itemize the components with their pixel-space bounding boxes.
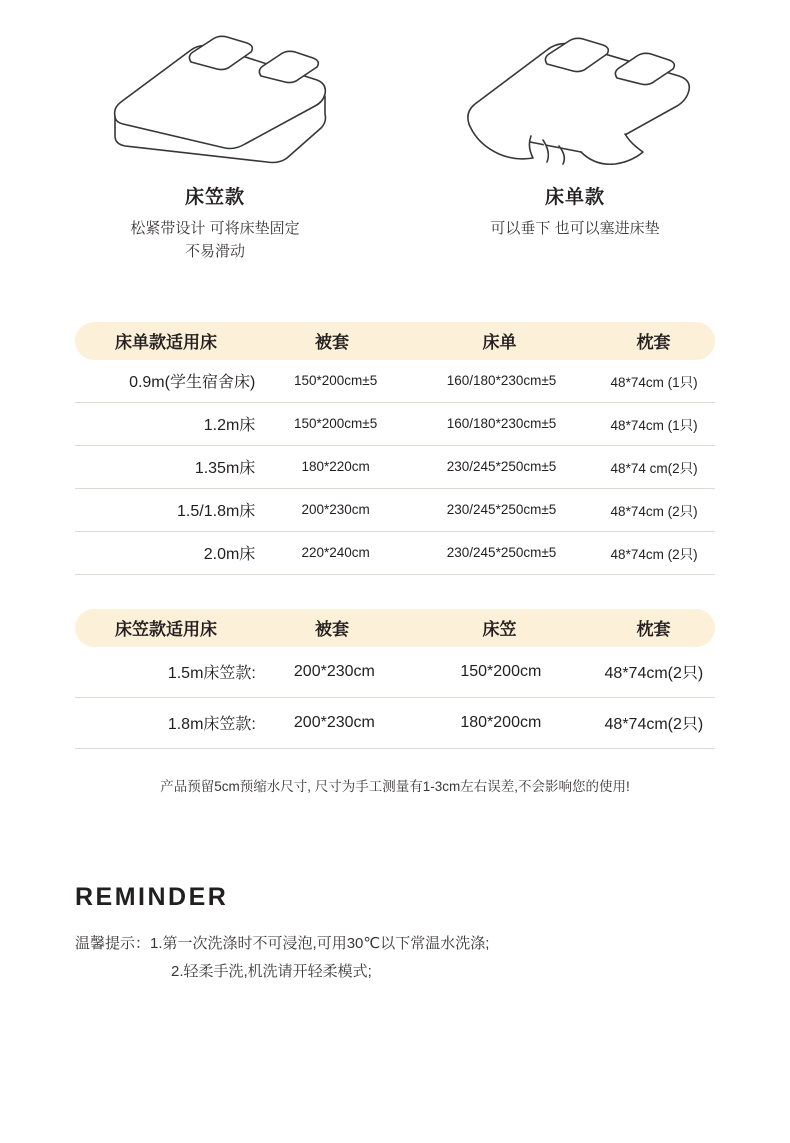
illustration-desc-line2: 不易滑动 — [184, 243, 245, 261]
illustration-row — [0, 0, 790, 264]
cell-sheet: 160/180*230cm±5 — [446, 373, 557, 388]
cell-sheet: 230/245*250cm±5 — [446, 545, 557, 560]
cell-bed-size: 1.8m床笠款: — [167, 716, 256, 733]
fitted-sheet-size-table — [75, 609, 715, 749]
cell-duvet-cover: 220*240cm — [301, 545, 370, 560]
reminder-section — [75, 883, 715, 987]
flat-sheet-icon — [455, 28, 695, 168]
cell-pillowcase: 48*74cm (2只) — [610, 503, 698, 519]
table-header-row — [75, 322, 715, 360]
fitted-sheet-icon — [95, 28, 335, 168]
cell-pillowcase: 48*74cm(2只) — [604, 665, 704, 682]
cell-duvet-cover: 150*200cm±5 — [293, 416, 378, 431]
flat-sheet-size-table — [75, 322, 715, 575]
reminder-line-1 — [75, 930, 715, 959]
illustration-desc-line1: 可以垂下 也可以塞进床垫 — [490, 220, 660, 237]
reminder-line-2: 2.轻柔手洗,机洗请开轻柔模式; — [171, 963, 372, 980]
illustration-flat-sheet — [425, 28, 725, 264]
cell-sheet: 160/180*230cm±5 — [446, 416, 557, 431]
cell-duvet-cover: 200*230cm — [293, 662, 375, 680]
cell-bed-size: 1.5m床笠款: — [167, 665, 256, 682]
cell-sheet: 230/245*250cm±5 — [446, 502, 557, 517]
reminder-body — [75, 930, 715, 987]
cell-sheet: 230/245*250cm±5 — [446, 459, 557, 474]
illustration-fitted-sheet — [65, 28, 365, 264]
cell-bed-size: 1.5/1.8m床 — [177, 503, 256, 520]
table-row — [75, 360, 715, 403]
cell-pillowcase: 48*74cm (1只) — [610, 417, 698, 433]
cell-bed-size: 0.9m(学生宿舍床) — [129, 374, 256, 391]
reminder-title: REMINDER — [75, 882, 229, 911]
illustration-desc — [65, 217, 365, 264]
table-header-row — [75, 609, 715, 647]
cell-duvet-cover: 200*230cm — [301, 502, 370, 517]
reminder-text-1: 1.第一次洗涤时不可浸泡,可用30℃以下常温水洗涤; — [150, 934, 490, 952]
illustration-desc — [425, 217, 725, 240]
illustration-title: 床单款 — [544, 187, 605, 208]
column-header-sheet: 床单 — [482, 333, 517, 352]
column-header-duvet-cover: 被套 — [315, 620, 349, 639]
column-header-pillowcase: 枕套 — [636, 620, 671, 639]
column-header-duvet-cover: 被套 — [315, 333, 349, 352]
cell-pillowcase: 48*74cm(2只) — [604, 716, 704, 733]
cell-bed-size: 1.2m床 — [203, 417, 256, 434]
table-row — [75, 403, 715, 446]
column-header-pillowcase: 枕套 — [636, 333, 671, 352]
cell-pillowcase: 48*74 cm(2只) — [610, 460, 698, 476]
cell-bed-size: 1.35m床 — [194, 460, 256, 477]
illustration-desc-line1: 松紧带设计 可将床垫固定 — [130, 220, 300, 237]
cell-bed-size: 2.0m床 — [203, 546, 256, 563]
table-row — [75, 647, 715, 698]
cell-fitted-sheet: 180*200cm — [460, 713, 542, 731]
table-row — [75, 489, 715, 532]
cell-duvet-cover: 150*200cm±5 — [293, 373, 378, 388]
column-header-bed-size: 床笠款适用床 — [115, 620, 217, 639]
cell-pillowcase: 48*74cm (1只) — [610, 374, 698, 390]
table-row — [75, 532, 715, 575]
illustration-title: 床笠款 — [184, 187, 245, 208]
cell-duvet-cover: 200*230cm — [293, 713, 375, 731]
size-note: 产品预留5cm预缩水尺寸, 尺寸为手工测量有1-3cm左右误差,不会影响您的使用! — [160, 778, 630, 794]
reminder-label: 温馨提示： — [75, 934, 151, 952]
column-header-fitted-sheet: 床笠 — [482, 620, 517, 639]
cell-fitted-sheet: 150*200cm — [460, 662, 542, 680]
cell-duvet-cover: 180*220cm — [301, 459, 370, 474]
cell-pillowcase: 48*74cm (2只) — [610, 546, 698, 562]
table-row — [75, 698, 715, 749]
table-row — [75, 446, 715, 489]
column-header-bed-size: 床单款适用床 — [115, 333, 217, 352]
